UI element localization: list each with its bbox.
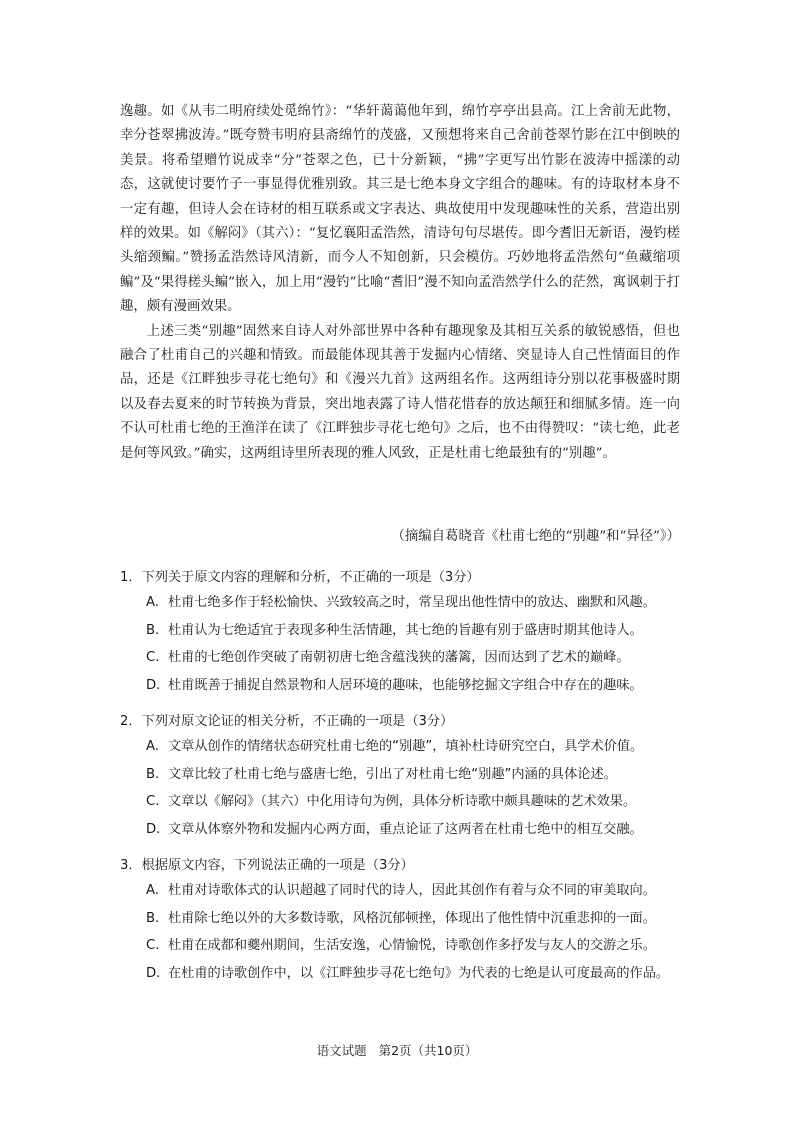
option-text: 在杜甫的诗歌创作中，以《江畔独步寻花七绝句》为代表的七绝是认可度最高的作品。 — [168, 965, 670, 981]
option-c — [146, 932, 700, 960]
option-letter: B. — [146, 622, 160, 638]
option-text: 文章比较了杜甫七绝与盛唐七绝，引出了对杜甫七绝“别趣”内涵的具体论述。 — [168, 766, 617, 782]
option-text: 杜甫对诗歌体式的认识超越了同时代的诗人，因此其创作有着与众不同的审美取向。 — [168, 883, 656, 898]
option-letter: B. — [146, 910, 160, 926]
passage-paragraph-1: 逸趣。如《从韦二明府续处觅绵竹》：“华轩蔼蔼他年到，绵竹亭亭出县高。江上舍前无此物，幸分苍翠拂波涛。”既夸赞韦明府县斋绵竹的茂盛，又预想将来自己舍前苍翠竹影在江中倒映的美景。将希望赠竹说成幸“分”苍翠之色，已十分新颖，“拂”字更写出竹影在波涛中摇漾的动态，这就使讨要竹子一事显得优雅别致。其三是七绝本身文字组合的趣味。有的诗取材本身不一定有趣，但诗人会在诗材的相互联系或文字表达、典故使用中发现趣味性的关系，营造出别样的效果。如《解闷》（其六）：“复忆襄阳孟浩然，清诗句句尽堪传。即今耆旧无新语，漫钓槎头缩颈鳊。”赞扬孟浩然诗风清新，而今人不知创新，只会模仿。巧妙地将孟浩然句“鱼藏缩项鳊”及“果得槎头鳊”嵌入，加上用“漫钓”比喻“耆旧”漫不知向孟浩然学什么的茫然，寓讽刺于打趣，颇有漫画效果。 — [120, 104, 680, 315]
option-letter: A. — [146, 739, 159, 754]
question-1 — [120, 567, 700, 699]
option-a — [146, 733, 700, 761]
option-c — [146, 644, 700, 672]
question-2 — [120, 711, 700, 843]
passage-paragraph-2: 上述三类“别趣”固然来自诗人对外部世界中各种有趣现象及其相互关系的敏锐感悟，但也融合了杜甫自己的兴趣和情致。而最能体现其善于发掘内心情绪、突显诗人自己性情面目的作品，还是《江畔独步寻花七绝句》和《漫兴九首》这两组名作。这两组诗分别以花事极盛时期以及春去夏来的时节转换为背景，突出地表露了诗人惜花惜春的放达颠狂和细腻多情。连一向不认可杜甫七绝的王渔洋在读了《江畔独步寻花七绝句》之后，也不由得赞叹：“读七绝，此老是何等风致。”确实，这两组诗里所表现的雅人风致，正是杜甫七绝最独有的“别趣”。 — [120, 323, 680, 461]
option-b — [146, 617, 700, 645]
option-b — [146, 905, 700, 933]
question-stem: 1．下列关于原文内容的理解和分析，不正确的一项是（3分） — [120, 570, 480, 585]
option-c — [146, 788, 700, 816]
option-text: 杜甫的七绝创作突破了南朝初唐七绝含蕴浅狭的藩篱，因而达到了艺术的巅峰。 — [168, 650, 630, 665]
footer-page-number: 第2页（共10页） — [378, 1043, 478, 1058]
question-stem: 3．根据原文内容，下列说法正确的一项是（3分） — [120, 858, 414, 873]
option-text: 杜甫除七绝以外的大多数诗歌，风格沉郁顿挫，体现出了他性情中沉重悲抑的一面。 — [168, 910, 656, 926]
question-3 — [120, 855, 700, 987]
option-b — [146, 761, 700, 789]
option-letter: A. — [146, 595, 159, 610]
option-a — [146, 589, 700, 617]
option-text: 杜甫在成都和夔州期间，生活安逸，心情愉悦，诗歌创作多抒发与友人的交游之乐。 — [168, 938, 656, 953]
option-a — [146, 877, 700, 905]
option-letter: C. — [146, 794, 160, 809]
option-text: 杜甫认为七绝适宜于表现多种生活情趣，其七绝的旨趣有别于盛唐时期其他诗人。 — [168, 622, 643, 638]
option-letter: D. — [146, 821, 161, 837]
option-letter: C. — [146, 938, 160, 953]
passage-source: （摘编自葛晓音《杜甫七绝的“别趣”和“异径”》） — [391, 529, 680, 544]
footer-subject: 语文试题 — [316, 1043, 367, 1058]
option-letter: C. — [146, 650, 160, 665]
reading-passage — [120, 100, 680, 466]
option-text: 杜甫七绝多作于轻松愉快、兴致较高之时，常呈现出他性情中的放达、幽默和风趣。 — [168, 595, 656, 610]
option-d — [146, 816, 700, 844]
page-footer — [0, 1042, 794, 1060]
option-letter: D. — [146, 677, 161, 693]
option-d — [146, 672, 700, 700]
option-text: 文章从体察外物和发掘内心两方面，重点论证了这两者在杜甫七绝中的相互交融。 — [168, 821, 643, 837]
option-letter: A. — [146, 883, 159, 898]
option-text: 文章以《解闷》（其六）中化用诗句为例，具体分析诗歌中颇具趣味的艺术效果。 — [168, 794, 637, 809]
option-text: 杜甫既善于捕捉自然景物和人居环境的趣味，也能够挖掘文字组合中存在的趣味。 — [168, 677, 643, 693]
option-letter: B. — [146, 766, 160, 782]
question-stem: 2．下列对原文论证的相关分析，不正确的一项是（3分） — [120, 714, 454, 729]
option-d — [146, 960, 700, 988]
option-letter: D. — [146, 965, 161, 981]
option-text: 文章从创作的情绪状态研究杜甫七绝的“别趣”，填补杜诗研究空白，具学术价值。 — [168, 739, 644, 754]
